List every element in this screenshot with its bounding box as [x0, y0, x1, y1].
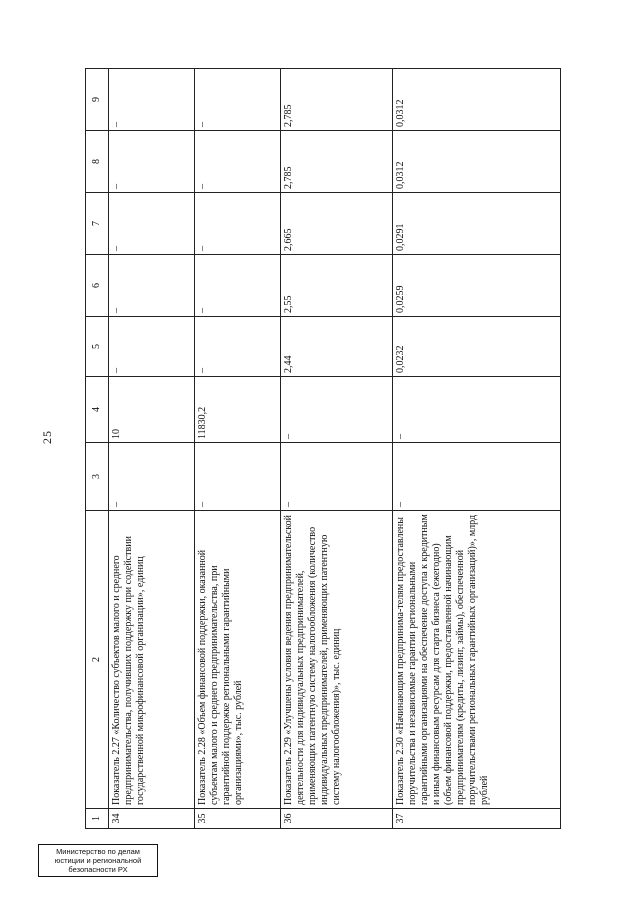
value-cell: – — [109, 317, 195, 377]
value-cell: – — [109, 255, 195, 317]
rotated-table-container — [85, 69, 555, 829]
value-cell: 2,665 — [281, 193, 393, 255]
value-cell: – — [195, 193, 281, 255]
value-cell: 2,55 — [281, 255, 393, 317]
indicator-description: Показатель 2.27 «Количество субъектов малого и среднего предпринимательства, получивших поддержку при содействии государственной микрофинансовой организации», единиц — [109, 511, 195, 809]
header-cell: 9 — [86, 69, 109, 131]
value-cell: 2,785 — [281, 131, 393, 193]
value-cell: – — [109, 131, 195, 193]
value-cell: – — [393, 377, 561, 443]
table-row — [393, 69, 561, 829]
value-cell: 0,0312 — [393, 131, 561, 193]
header-cell: 4 — [86, 377, 109, 443]
value-cell: 0,0312 — [393, 69, 561, 131]
header-cell: 7 — [86, 193, 109, 255]
stamp-line: юстиции и региональной — [54, 856, 142, 865]
header-cell: 6 — [86, 255, 109, 317]
row-number: 37 — [393, 809, 561, 829]
value-cell: 11830,2 — [195, 377, 281, 443]
value-cell: – — [195, 255, 281, 317]
row-number: 36 — [281, 809, 393, 829]
value-cell: 0,0232 — [393, 317, 561, 377]
table-row — [281, 69, 393, 829]
value-cell: – — [195, 131, 281, 193]
stamp-line: Министерство по делам — [56, 847, 140, 856]
row-number: 34 — [109, 809, 195, 829]
header-cell: 1 — [86, 809, 109, 829]
value-cell: – — [393, 443, 561, 511]
value-cell: – — [195, 317, 281, 377]
value-cell: – — [109, 443, 195, 511]
header-cell: 5 — [86, 317, 109, 377]
value-cell: 0,0291 — [393, 193, 561, 255]
table-row — [109, 69, 195, 829]
value-cell: – — [109, 193, 195, 255]
value-cell: – — [195, 443, 281, 511]
value-cell: – — [281, 377, 393, 443]
value-cell: 0,0259 — [393, 255, 561, 317]
value-cell: – — [109, 69, 195, 131]
header-cell: 8 — [86, 131, 109, 193]
header-cell: 3 — [86, 443, 109, 511]
value-cell: 10 — [109, 377, 195, 443]
indicator-description: Показатель 2.28 «Объем финансовой поддержки, оказанной субъектам малого и среднего предпринимательства, при гарантийной поддержке региональными гарантийными организациями», тыс. рублей — [195, 511, 281, 809]
indicators-table — [85, 68, 561, 829]
value-cell: – — [195, 69, 281, 131]
stamp-line: безопасности РХ — [68, 865, 128, 874]
page-number: 25 — [40, 430, 54, 444]
value-cell: 2,785 — [281, 69, 393, 131]
header-cell: 2 — [86, 511, 109, 809]
row-number: 35 — [195, 809, 281, 829]
table-header-row — [86, 69, 109, 829]
value-cell: – — [281, 443, 393, 511]
value-cell: 2,44 — [281, 317, 393, 377]
ministry-stamp — [38, 844, 158, 877]
table-row — [195, 69, 281, 829]
indicator-description: Показатель 2.30 «Начинающим предпринима-телям предоставлены поручительства и независимые гарантии региональными гарантийными организациями на обеспечение доступа к кредитным и иным финансовым ресурсам для старта бизнеса (ежегодно) (объем финансовой поддержки, предоставленной начинающим предпринимателям (кредиты, лизинг, займы), обеспеченной поручительствами региональных гарантийных организаций)», млрд рублей — [393, 511, 561, 809]
indicator-description: Показатель 2.29 «Улучшены условия ведения предпринимательской деятельности для индивидуальных предпринимателей, применяющих патентную систему налогообложения (количество индивидуальных предпринимателей, применяющих патентную систему налогообложения)», тыс. единиц — [281, 511, 393, 809]
